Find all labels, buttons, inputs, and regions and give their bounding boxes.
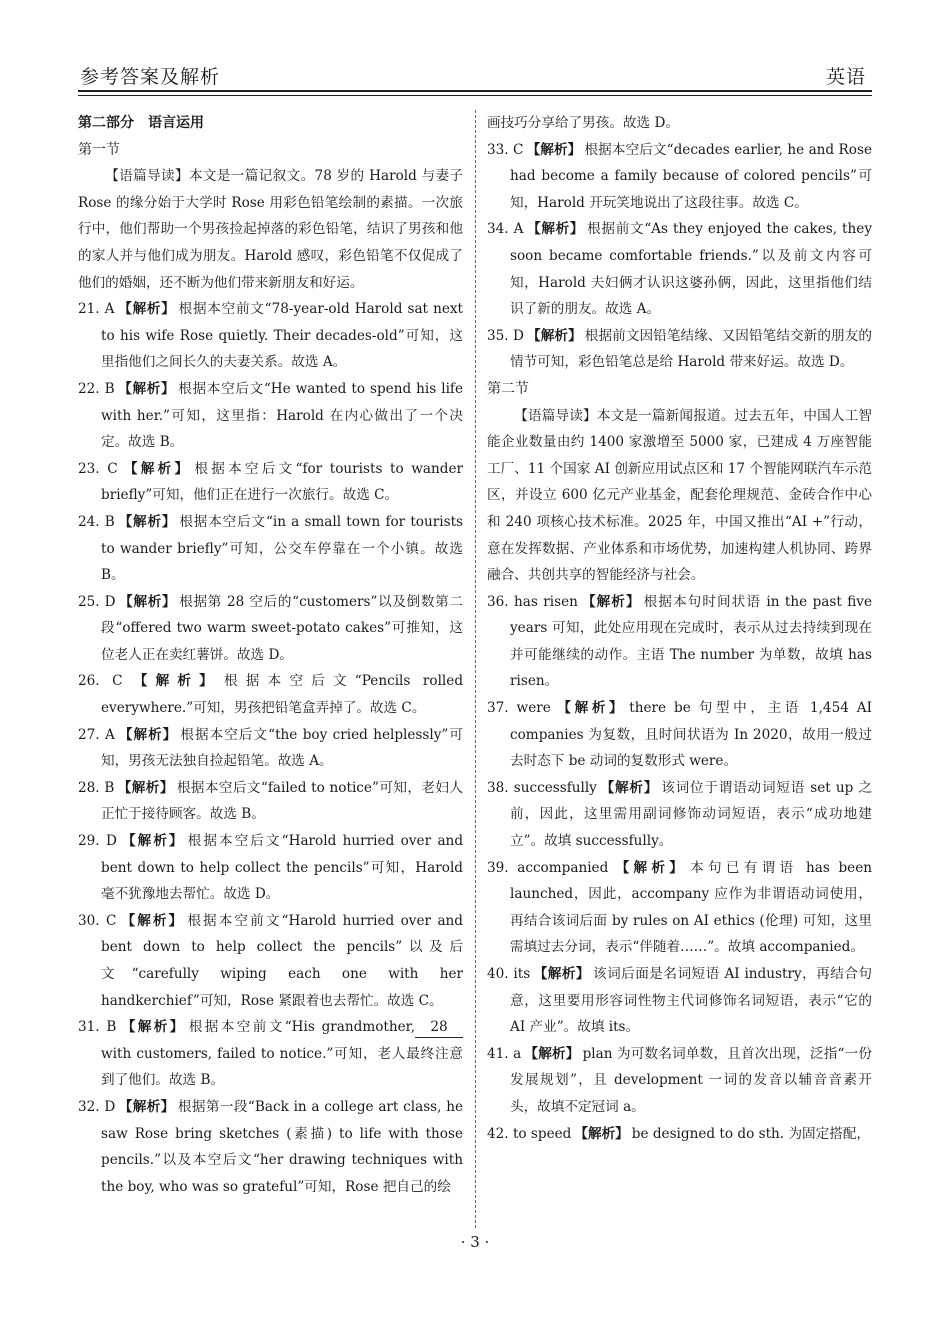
item-tag: 【解析】 [117,380,176,397]
right-column [487,110,872,1147]
item-tag: 【解析】 [118,1098,175,1115]
item-number: 21. A [78,301,115,318]
item-text: 根据本空前文“Harold hurried over and bent down to help collect the pencils”以及后文“carefully wiping each one with her handkerchief”可知，Rose 紧跟着也去帮忙。故选 C。 [101,912,464,1009]
item-tag: 【解析】 [611,859,688,876]
item-tag: 【解析】 [118,593,177,610]
intro-tag: 【语篇导读】 [105,168,189,185]
item-number: 28. B [78,779,115,796]
item-text: 根据本句时间状语 in the past five years 可知，此处应用现在完成时，表示从过去持续到现在并可能继续的动作。主语 The number 为单数，故填 has risen。 [510,593,873,690]
item-tag: 【解析】 [580,593,641,610]
item-tag: 【解析】 [119,912,185,929]
item-tag: 【解析】 [524,1045,580,1062]
item-number: 38. successfully [487,779,597,796]
item-tag: 【解析】 [526,327,582,344]
item-tag: 【解析】 [553,700,627,717]
item-text: 画技巧分享给了男孩。故选 D。 [487,115,679,131]
item-text: with customers, failed to notice.”可知，老人最终注意到了他们。故选 B。 [101,1045,463,1089]
column-divider [475,110,476,1228]
item-number: 37. were [487,700,551,717]
answer-item [487,775,872,855]
answer-item [78,296,463,376]
header-rule-thick [78,90,872,92]
answer-item [487,589,872,695]
item-tag: 【解析】 [117,779,174,796]
item-tag: 【解析】 [599,779,659,796]
item-text: 根据本空后文“the boy cried helplessly”可知，男孩无法独自捡起铅笔。故选 A。 [101,726,463,770]
intro-text: 本文是一篇记叙文。78 岁的 Harold 与妻子 Rose 的缘分始于大学时 Rose 用彩色铅笔绘制的素描。一次旅行中，他们帮助一个男孩捡起掉落的彩色铅笔，结识了男孩和他的家人并与他们成为朋友。Harold 感叹，彩色铅笔不仅促成了他们的婚姻，还不断为他们带来新朋友和好运。 [78,168,464,291]
item-tag: 【解析】 [574,1125,629,1142]
answer-item [78,456,463,509]
answer-item [78,589,463,669]
item-tag: 【解析】 [119,833,185,850]
item-tag: 【解析】 [119,1019,186,1036]
answer-item [78,509,463,589]
item-text: 根据本空后文“in a small town for tourists to wander briefly”可知，公交车停靠在一个小镇。故选 B。 [101,513,464,584]
page-header [78,56,872,90]
item-tag: 【解析】 [533,966,590,982]
item-number: 27. A [78,726,115,743]
item-number: 25. D [78,593,116,610]
item-text: 根据前文因铅笔结缘、又因铅笔结交新的朋友的情节可知，彩色铅笔总是给 Harold 带来好运。故选 D。 [510,327,873,371]
item-text: be designed to do sth. 为固定搭配， [631,1125,871,1142]
header-subject: 英语 [825,66,866,88]
item-text: 根据本空后文“for tourists to wander briefly”可知，他们正在进行一次旅行。故选 C。 [101,460,464,504]
answer-item [78,668,463,721]
item-tag: 【解析】 [117,301,176,318]
answer-item [78,775,463,828]
item-tag: 【解析】 [117,513,177,530]
item-number: 36. has risen [487,593,578,610]
item-text: 根据本空前文“His grandmother, [188,1019,416,1036]
passage-intro [78,163,463,296]
item-number: 24. B [78,513,115,530]
section-title: 第二部分 语言运用 [78,115,204,131]
page-number: · 3 · [460,1233,490,1251]
item-text: 根据本空后文“failed to notice”可知，老妇人正忙于接待顾客。故选 B。 [101,779,463,823]
passage-intro [487,403,872,589]
item-number: 41. a [487,1045,522,1062]
item-number: 30. C [78,912,117,929]
item-tag: 【解析】 [125,673,221,690]
item-number: 32. D [78,1098,116,1115]
answer-item [78,1094,463,1200]
item-number: 29. D [78,833,117,850]
item-text: 根据前文“As they enjoyed the cakes, they soon became comfortable friends.”以及前文内容可知，Harold 夫妇俩才认识这婆孙俩，因此，这里指他们结识了新的朋友。故选 A。 [510,221,873,318]
item-text: 根据本空后文“Pencils rolled everywhere.”可知，男孩把铅笔盒弄掉了。故选 C。 [101,673,464,717]
item-tag: 【解析】 [120,460,192,477]
item-number: 39. accompanied [487,859,609,876]
answer-item [487,855,872,961]
answer-item [487,1041,872,1121]
item-text: 根据本空后文“He wanted to spend his life with her.”可知，这里指：Harold 在内心做出了一个决定。故选 B。 [101,380,463,451]
answer-item [78,828,463,908]
item-tag: 【解析】 [526,141,582,158]
answer-item [487,323,872,376]
item-number: 26. C [78,673,123,690]
item-text: plan 为可数名词单数，且首次出现，泛指“一份发展规划”，且 development 一词的发音以辅音音素开头，故填不定冠词 a。 [510,1045,873,1115]
item-number: 34. A [487,221,524,238]
item-text: 根据本空后文“decades earlier, he and Rose had become a family because of colored pencils”可知，Harold 开玩笑地说出了这段往事。故选 C。 [510,141,873,211]
answer-item [78,1014,463,1094]
item-number: 35. D [487,327,524,344]
answer-continuation [487,110,872,137]
item-text: 根据第一段“Back in a college art class, he saw Rose bring sketches (素描) to life with those pencils.”以及本空后文“her drawing techniques with the boy, who was so grateful”可知，Rose 把自己的绘 [101,1098,464,1195]
header-title: 参考答案及解析 [80,66,221,88]
item-number: 23. C [78,460,118,477]
item-number: 31. B [78,1019,117,1036]
intro-tag: 【语篇导读】 [514,407,597,424]
item-number: 42. to speed [487,1125,572,1142]
intro-text: 本文是一篇新闻报道。过去五年，中国人工智能企业数量由约 1400 家激增至 5000 家，已建成 4 万座智能工厂、11 个国家 AI 创新应用试点区和 17 个智能网联汽车示范区，并设立 600 亿元产业基金，配套伦理规范、金砖合作中心和 240 项核心技术标准。2025 年，中国又推出“AI +”行动，意在发挥数据、产业体系和市场优势，加速构建人机协同、跨界融合、共创共享的智能经济与社会。 [487,407,873,584]
answer-item [487,961,872,1041]
subsection-title: 第二节 [487,380,529,397]
answer-item [78,376,463,456]
item-text: 根据第 28 空后的“customers”以及倒数第二段“offered two warm sweet-potato cakes”可推知，这位老人正在卖红薯饼。故选 D。 [101,593,463,663]
item-text: 根据本空前文“78-year-old Harold sat next to his wife Rose quietly. Their decades-old”可知，这里指他们之间长久的夫妻关系。故选 A。 [101,301,464,371]
answer-item [78,722,463,775]
item-number: 33. C [487,141,524,158]
item-number: 40. its [487,966,531,982]
answer-item [78,908,463,1014]
item-number: 22. B [78,380,115,397]
item-text: 本句已有谓语 has been launched，因此，accompany 应作为非谓语动词使用，再结合该词后面 by rules on AI ethics (伦理) 可知，这里需填过去分词，表示“伴随着……”。故填 accompanied。 [510,859,872,956]
answer-item [487,1121,872,1148]
header-rule-thin [78,95,872,96]
answer-item [487,695,872,775]
answer-item [487,216,872,322]
item-tag: 【解析】 [117,726,178,743]
item-tag: 【解析】 [526,221,585,238]
item-text: 根据本空后文“Harold hurried over and bent down to help collect the pencils”可知，Harold 毫不犹豫地去帮忙。故选 D。 [101,833,464,903]
subsection-title: 第一节 [78,141,120,158]
item-text: 该词位于谓语动词短语 set up 之前，因此，这里需用副词修饰动词短语，表示“成功地建立”。故填 successfully。 [510,779,873,850]
left-column [78,110,463,1200]
item-text: there be 句型中，主语 1,454 AI companies 为复数，且时间状语为 In 2020，故用一般过去时态下 be 动词的复数形式 were。 [510,700,872,770]
answer-item [487,137,872,217]
item-text: 该词后面是名词短语 AI industry，再结合句意，这里要用形容词性物主代词修饰名词短语，表示“它的 AI 产业”。故填 its。 [510,966,872,1036]
blank-number: 28 [415,1017,463,1038]
